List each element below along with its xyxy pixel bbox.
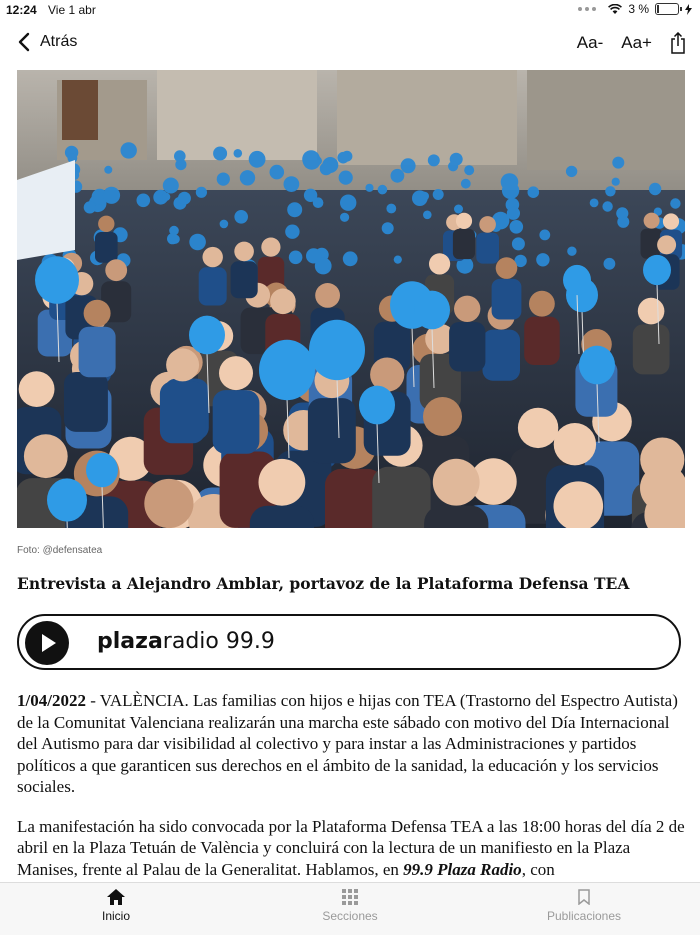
article-headline: Entrevista a Alejandro Amblar, portavoz de la Plataforma Defensa TEA — [17, 574, 630, 593]
wifi-icon — [608, 4, 622, 15]
article-body — [17, 690, 692, 898]
font-increase-button[interactable]: Aa+ — [621, 33, 652, 52]
share-icon[interactable] — [670, 32, 686, 54]
radio-link[interactable]: 99.9 Plaza Radio — [403, 859, 522, 879]
status-indicators — [578, 2, 692, 16]
bookmark-icon — [578, 889, 590, 905]
photo-caption: Foto: @defensatea — [17, 545, 103, 556]
font-decrease-button[interactable]: Aa- — [576, 33, 604, 52]
tab-secciones[interactable]: Secciones — [280, 889, 420, 923]
battery-percent: 3 % — [628, 2, 649, 16]
tab-inicio[interactable]: Inicio — [46, 889, 186, 923]
tab-bar — [0, 882, 700, 935]
article-date: 1/04/2022 — [17, 691, 86, 710]
article-paragraph: 1/04/2022 - VALÈNCIA. Las familias con hijos e hijas con TEA (Trastorno del Espectro Autista) de la Comunitat Valenciana realizarán una marcha este sábado con motivo del Día Internacional del Autismo para dar visibilidad al colectivo y para instar a las Administraciones y partidos políticos a que garanticen sus derechos en el ámbito de la sanidad, la educación y los servicios sociales. — [17, 691, 678, 796]
grid-icon — [342, 889, 358, 905]
chevron-left-icon — [16, 32, 32, 52]
battery-icon — [655, 3, 679, 15]
home-icon — [107, 889, 125, 905]
multitask-dots-icon — [578, 7, 596, 11]
article-paragraph: La manifestación ha sido convocada por la Plataforma Defensa TEA a las 18:00 horas del día 2 de abril en la Plaza Tetuán de València y concluirá con la lectura de un manifiesto en la Plaza Manises, frente al Palau de la Generalitat. Hablamos, en 99.9 Plaza Radio, con — [17, 816, 685, 879]
station-name — [97, 629, 275, 654]
station-frequency: radio 99.9 — [162, 629, 275, 654]
back-button[interactable] — [16, 32, 77, 52]
navigation-bar — [0, 22, 700, 66]
radio-player — [17, 614, 681, 670]
tab-publicaciones[interactable]: Publicaciones — [514, 889, 654, 923]
charging-bolt-icon — [685, 4, 692, 15]
station-brand: plaza — [97, 629, 163, 654]
back-label: Atrás — [40, 33, 78, 50]
status-time: 12:24 — [6, 3, 37, 17]
status-date: Vie 1 abr — [48, 3, 96, 17]
status-bar — [0, 0, 700, 20]
article-photo — [17, 70, 685, 528]
play-button[interactable] — [25, 621, 69, 665]
